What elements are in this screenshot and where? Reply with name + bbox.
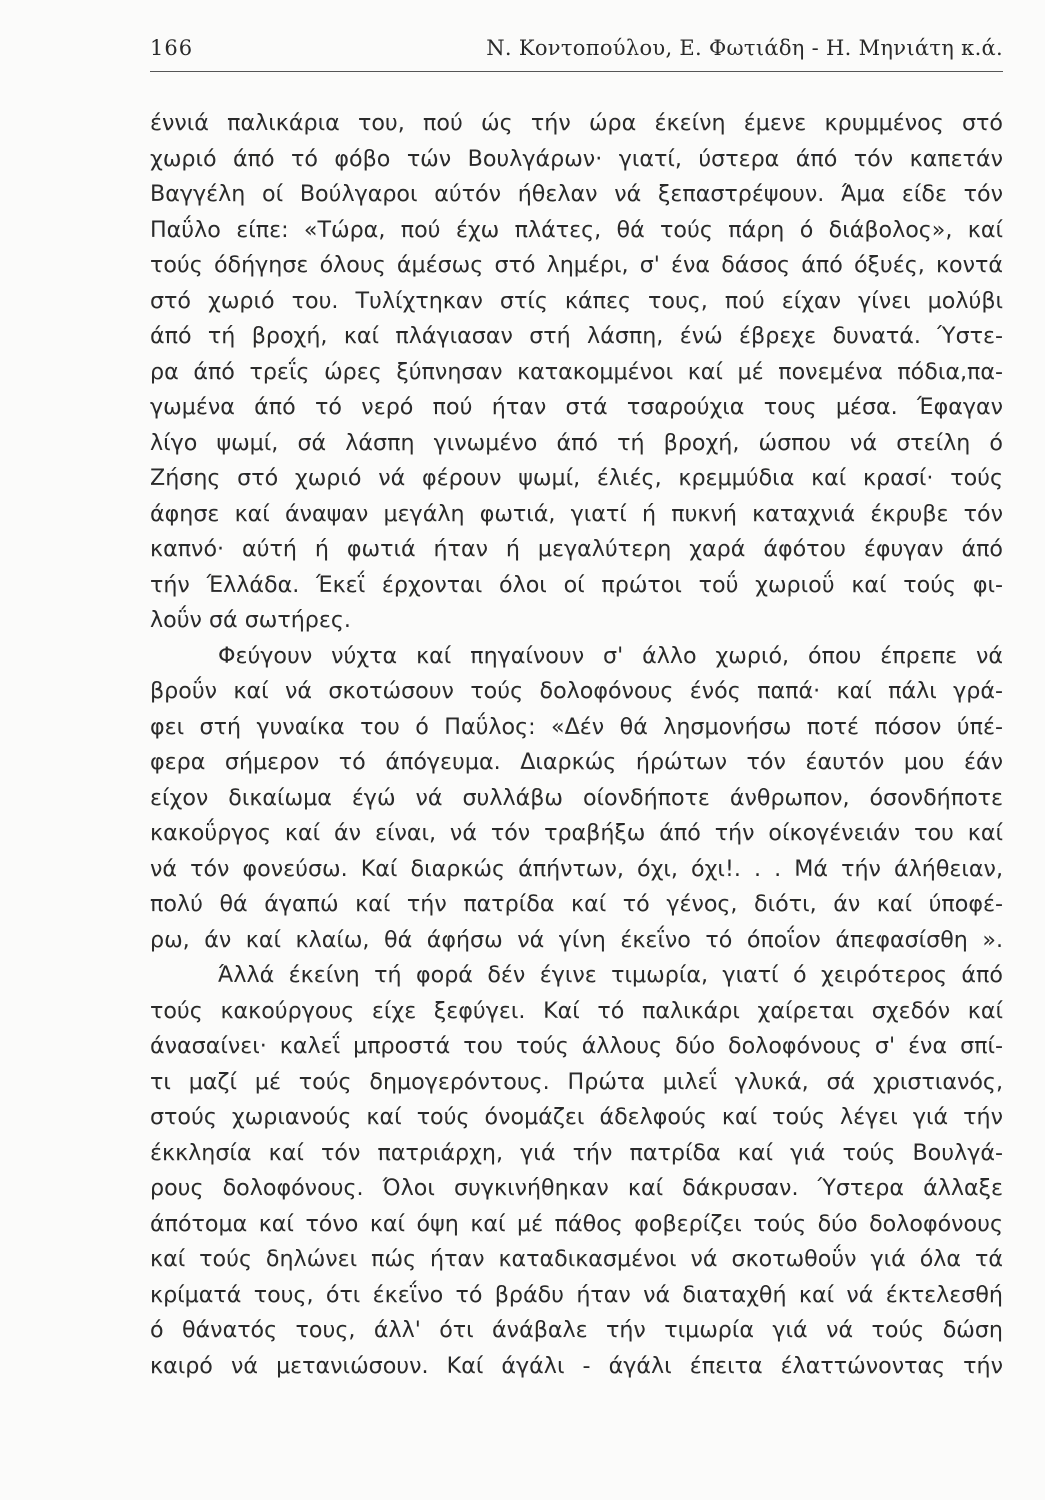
page-number: 166 bbox=[150, 36, 194, 60]
text-line: ρω, άν καί κλαίω, θά άφήσω νά γίνη έκεΐνο τό όποΐον άπεφασίσθη ». bbox=[150, 926, 1003, 953]
text-line: γωμένα άπό τό νερό πού ήταν στά τσαρούχια τους μέσα. Έφαγαν bbox=[150, 394, 1003, 420]
text-line: Άλλά έκείνη τή φορά δέν έγινε τιμωρία, γιατί ό χειρότερος άπό bbox=[218, 962, 1003, 988]
text-line: στούς χωριανούς καί τούς όνομάζει άδελφούς καί τούς λέγει γιά τήν bbox=[150, 1104, 1003, 1130]
text-line: καιρό νά μετανιώσουν. Καί άγάλι - άγάλι έπειτα έλαττώνοντας τήν bbox=[150, 1352, 1003, 1379]
text-line: άφησε καί άναψαν μεγάλη φωτιά, γιατί ή πυκνή καταχνιά έκρυβε τόν bbox=[150, 500, 1003, 527]
text-line: τούς όδήγησε όλους άμέσως στό λημέρι, σ' ένα δάσος άπό όξυές, κοντά bbox=[150, 252, 1003, 278]
text-line: κρίματά τους, ότι έκεΐνο τό βράδυ ήταν νά διαταχθή καί νά έκτελεσθή bbox=[150, 1281, 1003, 1308]
text-line: βροΰν καί νά σκοτώσουν τούς δολοφόνους ένός παπά· καί πάλι γρά- bbox=[150, 678, 1003, 704]
text-line: νά τόν φονεύσω. Καί διαρκώς άπήντων, όχι, όχι!. . . Μά τήν άλήθειαν, bbox=[150, 855, 1003, 882]
text-line: στό χωριό του. Τυλίχτηκαν στίς κάπες τους, πού είχαν γίνει μολύβι bbox=[150, 287, 1003, 314]
text-line: έννιά παλικάρια του, πού ώς τήν ώρα έκείνη έμενε κρυμμένος στό bbox=[150, 110, 1003, 136]
running-head: Ν. Κοντοπούλου, Ε. Φωτιάδη - Η. Μηνιάτη κ.ά. bbox=[486, 36, 1003, 60]
text-line: ό θάνατός τους, άλλ' ότι άνάβαλε τήν τιμωρία γιά νά τούς δώση bbox=[150, 1317, 1003, 1343]
text-line: ρους δολοφόνους. Όλοι συγκινήθηκαν καί δάκρυσαν. Ύστερα άλλαξε bbox=[150, 1175, 1003, 1201]
header-rule bbox=[150, 71, 1003, 72]
text-line: πολύ θά άγαπώ καί τήν πατρίδα καί τό γένος, διότι, άν καί ύποφέ- bbox=[150, 891, 1003, 917]
text-line: καί τούς δηλώνει πώς ήταν καταδικασμένοι νά σκοτωθοΰν γιά όλα τά bbox=[150, 1246, 1003, 1272]
text-line: κακοΰργος καί άν είναι, νά τόν τραβήξω άπό τήν οίκογένειάν του καί bbox=[150, 820, 1003, 846]
text-line: φει στή γυναίκα του ό Παΰλος: «Δέν θά λησμονήσω ποτέ πόσον ύπέ- bbox=[150, 713, 1003, 740]
text-line: έκκλησία καί τόν πατριάρχη, γιά τήν πατρίδα καί γιά τούς Βουλγά- bbox=[150, 1139, 1003, 1166]
text-line: ρα άπό τρεΐς ώρες ξύπνησαν κατακομμένοι καί μέ πονεμένα πόδια,πα- bbox=[150, 358, 1003, 385]
text-line: άπότομα καί τόνο καί όψη καί μέ πάθος φοβερίζει τούς δύο δολοφόνους bbox=[150, 1210, 1003, 1237]
text-line: Βαγγέλη οί Βούλγαροι αύτόν ήθελαν νά ξεπαστρέψουν. Άμα είδε τόν bbox=[150, 181, 1003, 207]
text-line: φερα σήμερον τό άπόγευμα. Διαρκώς ήρώτων τόν έαυτόν μου έάν bbox=[150, 749, 1003, 775]
text-line: είχον δικαίωμα έγώ νά συλλάβω οίονδήποτε άνθρωπον, όσονδήποτε bbox=[150, 784, 1003, 811]
text-line: άνασαίνει· καλεΐ μπροστά του τούς άλλους δύο δολοφόνους σ' ένα σπί- bbox=[150, 1033, 1003, 1059]
text-line: Φεύγουν νύχτα καί πηγαίνουν σ' άλλο χωριό, όπου έπρεπε νά bbox=[218, 642, 1003, 669]
text-line: χωριό άπό τό φόβο τών Βουλγάρων· γιατί, ύστερα άπό τόν καπετάν bbox=[150, 145, 1003, 172]
text-line: Παΰλο είπε: «Τώρα, πού έχω πλάτες, θά τούς πάρη ό διάβολος», καί bbox=[150, 216, 1003, 243]
body-text bbox=[150, 106, 1003, 1384]
text-line: τούς κακούργους είχε ξεφύγει. Καί τό παλικάρι χαίρεται σχεδόν καί bbox=[150, 997, 1003, 1024]
text-line: λοΰν σά σωτήρες. bbox=[150, 607, 351, 633]
text-line: τήν Έλλάδα. Έκεΐ έρχονται όλοι οί πρώτοι τοΰ χωριοΰ καί τούς φι- bbox=[150, 571, 1003, 598]
text-line: τι μαζί μέ τούς δημογερόντους. Πρώτα μιλεΐ γλυκά, σά χριστιανός, bbox=[150, 1068, 1003, 1095]
text-line: καπνό· αύτή ή φωτιά ήταν ή μεγαλύτερη χαρά άφότου έφυγαν άπό bbox=[150, 536, 1003, 562]
text-line: άπό τή βροχή, καί πλάγιασαν στή λάσπη, ένώ έβρεχε δυνατά. Ύστε- bbox=[150, 323, 1003, 349]
text-line: λίγο ψωμί, σά λάσπη γινωμένο άπό τή βροχή, ώσπου νά στείλη ό bbox=[150, 429, 1003, 456]
page-header bbox=[150, 36, 1003, 76]
text-line: Ζήσης στό χωριό νά φέρουν ψωμί, έλιές, κρεμμύδια καί κρασί· τούς bbox=[150, 465, 1003, 491]
